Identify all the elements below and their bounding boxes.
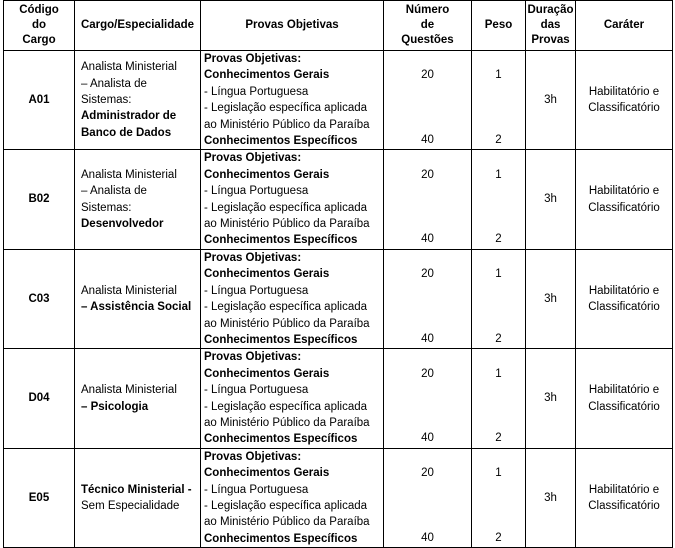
cell-provas: Provas Objetivas: Conhecimentos Gerais - Língua Portuguesa - Legislação específica aplicada ao Ministério Público da Paraíba Conhecimentos Específicos bbox=[201, 249, 384, 348]
table-row bbox=[4, 448, 673, 547]
cell-duracao: 3h bbox=[526, 150, 576, 249]
cell-duracao: 3h bbox=[526, 448, 576, 547]
cell-duracao: 3h bbox=[526, 349, 576, 448]
cell-peso: 1 2 bbox=[472, 150, 526, 249]
cell-carater: Habilitatório e Classificatório bbox=[576, 448, 673, 547]
cell-cargo: Analista Ministerial – Analista de Sistemas: Administrador de Banco de Dados bbox=[75, 51, 201, 150]
cell-duracao: 3h bbox=[526, 51, 576, 150]
cell-carater: Habilitatório e Classificatório bbox=[576, 51, 673, 150]
cell-peso: 1 2 bbox=[472, 51, 526, 150]
cell-provas: Provas Objetivas: Conhecimentos Gerais - Língua Portuguesa - Legislação específica aplicada ao Ministério Público da Paraíba Conhecimentos Específicos bbox=[201, 51, 384, 150]
header-peso: Peso bbox=[472, 1, 526, 51]
cell-code: A01 bbox=[4, 51, 75, 150]
cell-peso: 1 2 bbox=[472, 448, 526, 547]
header-cargo: Cargo/Especialidade bbox=[75, 1, 201, 51]
cell-questoes: 20 40 bbox=[384, 448, 472, 547]
cell-carater: Habilitatório e Classificatório bbox=[576, 249, 673, 348]
cell-questoes: 20 40 bbox=[384, 249, 472, 348]
cell-provas: Provas Objetivas: Conhecimentos Gerais - Língua Portuguesa - Legislação específica aplicada ao Ministério Público da Paraíba Conhecimentos Específicos bbox=[201, 349, 384, 448]
cell-cargo: Analista Ministerial – Assistência Social bbox=[75, 249, 201, 348]
table-row bbox=[4, 249, 673, 348]
table-row bbox=[4, 150, 673, 249]
cell-cargo: Técnico Ministerial - Sem Especialidade bbox=[75, 448, 201, 547]
cell-provas: Provas Objetivas: Conhecimentos Gerais - Língua Portuguesa - Legislação específica aplicada ao Ministério Público da Paraíba Conhecimentos Específicos bbox=[201, 150, 384, 249]
cell-cargo: Analista Ministerial – Analista de Sistemas: Desenvolvedor bbox=[75, 150, 201, 249]
cell-cargo: Analista Ministerial – Psicologia bbox=[75, 349, 201, 448]
cell-code: C03 bbox=[4, 249, 75, 348]
header-duracao: Duração das Provas bbox=[526, 1, 576, 51]
cell-peso: 1 2 bbox=[472, 249, 526, 348]
cell-questoes: 20 40 bbox=[384, 150, 472, 249]
cell-questoes: 20 40 bbox=[384, 349, 472, 448]
header-row bbox=[4, 1, 673, 51]
cell-peso: 1 2 bbox=[472, 349, 526, 448]
cell-code: E05 bbox=[4, 448, 75, 547]
table-row bbox=[4, 51, 673, 150]
cell-code: D04 bbox=[4, 349, 75, 448]
cargos-table bbox=[3, 0, 673, 548]
header-provas: Provas Objetivas bbox=[201, 1, 384, 51]
header-codigo: Código do Cargo bbox=[4, 1, 75, 51]
table-row bbox=[4, 349, 673, 448]
cell-carater: Habilitatório e Classificatório bbox=[576, 349, 673, 448]
cell-carater: Habilitatório e Classificatório bbox=[576, 150, 673, 249]
header-carater: Caráter bbox=[576, 1, 673, 51]
cell-questoes: 20 40 bbox=[384, 51, 472, 150]
header-numero: Número de Questões bbox=[384, 1, 472, 51]
cell-provas: Provas Objetivas: Conhecimentos Gerais - Língua Portuguesa - Legislação específica aplicada ao Ministério Público da Paraíba Conhecimentos Específicos bbox=[201, 448, 384, 547]
cell-duracao: 3h bbox=[526, 249, 576, 348]
cell-code: B02 bbox=[4, 150, 75, 249]
